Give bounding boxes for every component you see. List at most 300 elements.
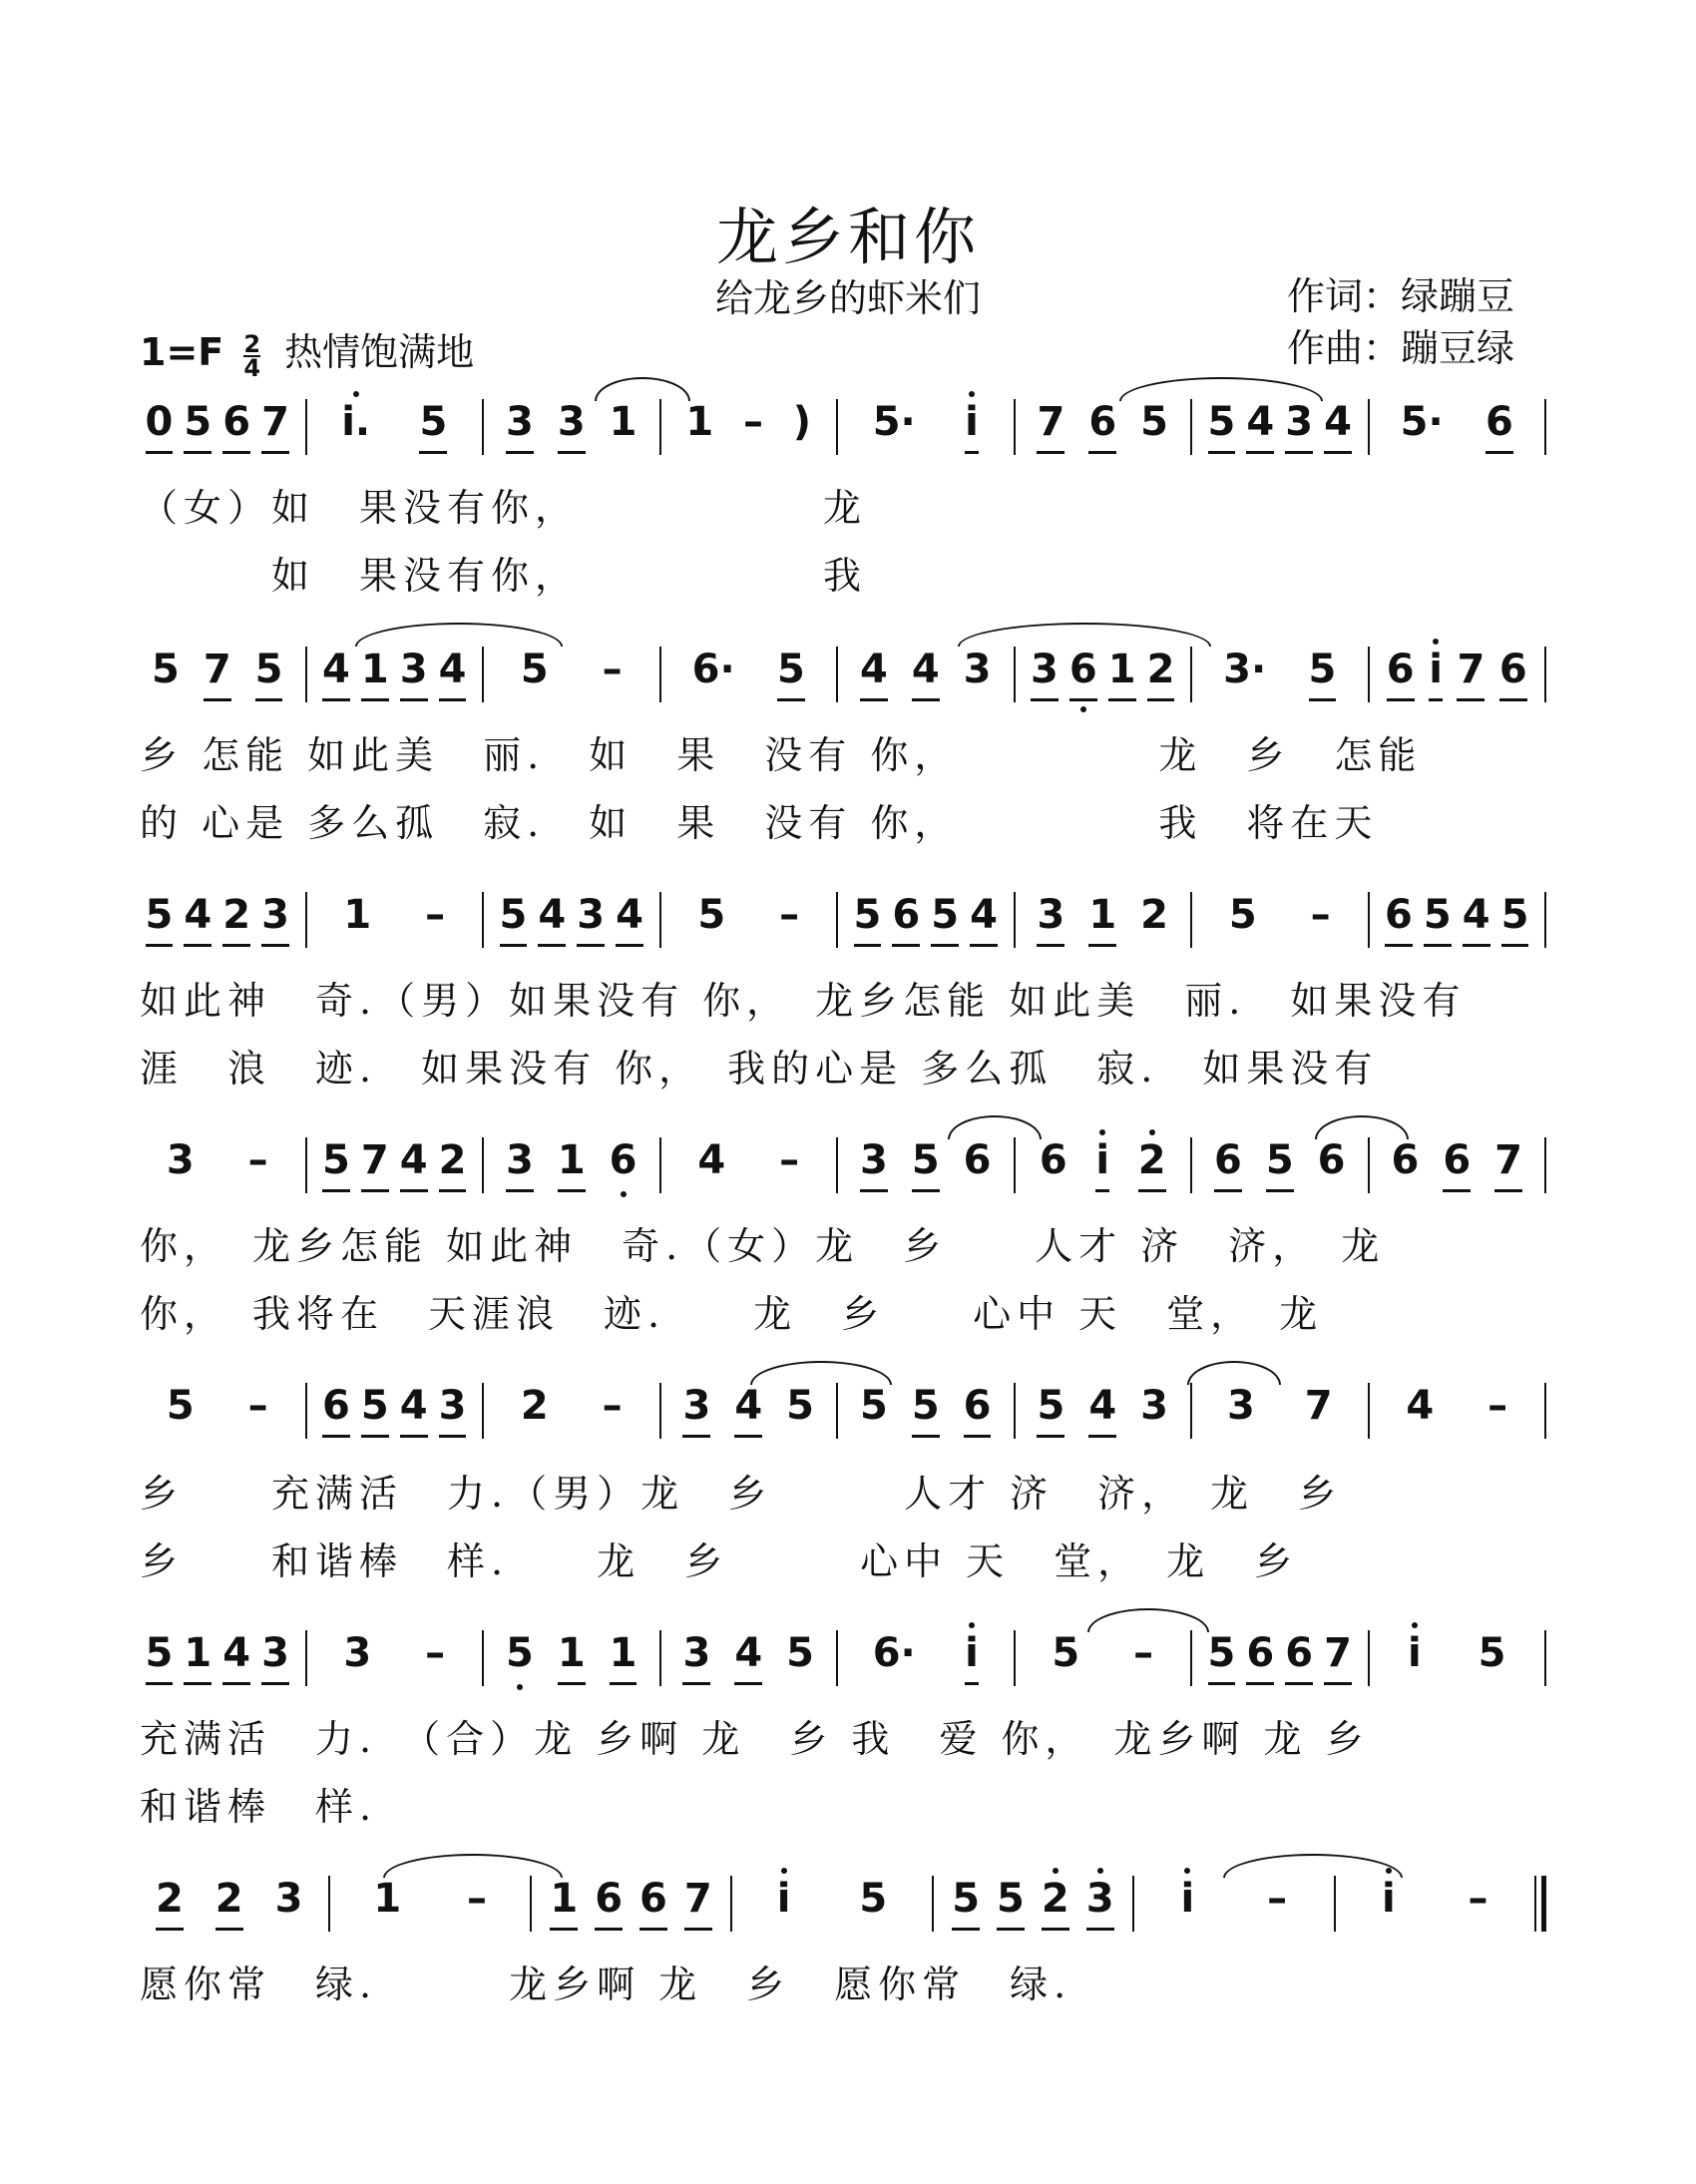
barline — [305, 1630, 307, 1686]
note: – — [425, 1630, 446, 1676]
note: – — [602, 1383, 623, 1429]
measure — [1202, 1628, 1358, 1685]
tie-mark — [958, 623, 1211, 647]
barline — [1368, 647, 1370, 702]
barline — [305, 399, 307, 455]
measure — [140, 1874, 318, 1931]
lyric-line: 乡 怎能 如此美 丽. 如 果 没有 你， 龙 乡 怎能 — [140, 733, 1423, 777]
song-subtitle: 给龙乡的虾米们 — [714, 276, 981, 320]
note: 4 — [970, 890, 998, 947]
barline — [730, 1876, 732, 1932]
note: 4 — [860, 645, 888, 701]
note: 4 — [222, 1628, 250, 1685]
barline — [836, 1137, 838, 1193]
note: 3 — [577, 890, 605, 947]
lyric-line: 充满活 力. （合）龙 乡啊 龙 乡 我 爱 你， 龙乡啊 龙 乡 — [140, 1717, 1370, 1761]
barline — [1544, 1383, 1546, 1439]
tie-mark — [1315, 1115, 1409, 1139]
note: – — [779, 1137, 800, 1183]
note: 6 — [1499, 645, 1527, 701]
measure — [1202, 1135, 1358, 1192]
note: 5 — [859, 1383, 888, 1429]
measure — [1026, 397, 1181, 454]
note: i — [1095, 1135, 1109, 1192]
barline — [482, 1383, 484, 1439]
note: 4 — [1463, 890, 1490, 947]
barline — [482, 399, 484, 455]
note: 5 — [912, 1381, 940, 1438]
note: 1 — [550, 1874, 578, 1931]
barline — [659, 1137, 661, 1193]
note: 1 — [343, 892, 372, 938]
note: 2 — [1042, 1874, 1069, 1931]
note: 5 — [146, 890, 174, 947]
barline — [1190, 647, 1192, 702]
note: 5 — [1140, 399, 1168, 445]
note: 1 — [558, 1135, 586, 1192]
note: 6 — [1391, 1137, 1420, 1183]
note: 6 — [1285, 1628, 1313, 1685]
note: 3 — [166, 1137, 195, 1183]
note: 5· — [1400, 399, 1444, 445]
tie-mark — [595, 377, 690, 401]
notation-row-2 — [140, 645, 1556, 714]
barline — [836, 1383, 838, 1439]
lyric-line: 和谐棒 样. — [140, 1785, 378, 1829]
note: 4 — [400, 1381, 428, 1438]
lyric-line: 如此神 奇.（男）如果没有 你， 龙乡怎能 如此美 丽. 如果没有 — [140, 979, 1467, 1023]
barline — [836, 399, 838, 455]
notation-row-4 — [140, 1135, 1556, 1205]
note: 3· — [1223, 647, 1267, 692]
tie-mark — [1187, 1361, 1281, 1385]
barline — [1544, 399, 1546, 455]
barline — [1190, 399, 1192, 455]
note: ) — [792, 399, 812, 445]
measure — [1380, 645, 1535, 701]
lyric-line: （女）如 果没有你， 龙 — [140, 486, 868, 530]
barline — [305, 1383, 307, 1439]
note: 6 — [1069, 645, 1097, 701]
note: 5 — [151, 647, 180, 692]
measure — [848, 645, 1004, 701]
note: 5 — [786, 1630, 814, 1676]
note: 3 — [343, 1630, 372, 1676]
note: 5 — [1266, 1135, 1294, 1192]
measure — [340, 1874, 519, 1922]
note: 6 — [639, 1874, 667, 1931]
note: 3 — [682, 1381, 710, 1438]
note: 5 — [1309, 645, 1337, 701]
measure — [1026, 1381, 1181, 1438]
note: i — [1407, 1630, 1422, 1676]
note: – — [779, 892, 800, 938]
barline — [482, 647, 484, 702]
note: i — [965, 397, 979, 454]
lyricist-credit: 作词：绿蹦豆 — [1287, 274, 1515, 318]
tempo-expression: 热情饱满地 — [284, 330, 475, 374]
measure — [671, 1135, 827, 1183]
note: 5 — [166, 1383, 195, 1429]
note: 1 — [373, 1876, 402, 1922]
barline — [1190, 1383, 1192, 1439]
note: 7 — [1304, 1383, 1333, 1429]
note: 4 — [400, 1135, 428, 1192]
note: 2 — [520, 1383, 549, 1429]
note: 5 — [777, 645, 805, 701]
measure — [1380, 890, 1535, 947]
time-signature — [243, 329, 261, 382]
measure — [671, 1381, 827, 1438]
note: 5 — [1424, 890, 1452, 947]
note: 6 — [1088, 397, 1116, 454]
note: i — [1381, 1876, 1396, 1922]
note: 5 — [697, 892, 726, 938]
note: 7 — [1037, 397, 1064, 454]
measure — [848, 1628, 1004, 1685]
note: 3 — [506, 1135, 534, 1192]
barline — [836, 1630, 838, 1686]
lyric-line: 你， 我将在 天涯浪 迹. 龙 乡 心中 天 堂， 龙 — [140, 1292, 1324, 1336]
barline — [1014, 1137, 1016, 1193]
tie-mark — [355, 623, 563, 647]
note: 3 — [261, 1628, 289, 1685]
note: 4 — [1324, 397, 1352, 454]
measure — [671, 645, 827, 701]
barline — [659, 1630, 661, 1686]
measure — [317, 1381, 473, 1438]
barline — [1014, 1630, 1016, 1686]
tie-mark — [1087, 1608, 1209, 1632]
note: 4 — [1406, 1383, 1435, 1429]
note: 3 — [506, 397, 534, 454]
measure — [1202, 890, 1358, 938]
note: 1 — [184, 1628, 212, 1685]
measure — [317, 397, 473, 454]
note: i. — [341, 399, 371, 445]
measure — [494, 1135, 649, 1192]
note: 5 — [997, 1874, 1025, 1931]
note: 3 — [1226, 1383, 1255, 1429]
note: 3 — [439, 1381, 467, 1438]
measure — [848, 1381, 1004, 1438]
note: 5· — [872, 399, 916, 445]
note: 5 — [419, 397, 447, 454]
measure — [1380, 1135, 1535, 1192]
note: 3 — [1140, 1383, 1168, 1429]
note: 0 — [146, 397, 174, 454]
note: 3 — [963, 647, 992, 692]
note: 4 — [322, 645, 350, 701]
note: 2 — [156, 1874, 184, 1931]
lyric-line: 你， 龙乡怎能 如此神 奇.（女）龙 乡 人才 济 济， 龙 — [140, 1224, 1386, 1268]
note: 6 — [1039, 1137, 1067, 1183]
barline — [1544, 1137, 1546, 1193]
measure — [140, 645, 295, 701]
barline — [482, 892, 484, 948]
note: 5 — [146, 1628, 174, 1685]
measure — [140, 1628, 295, 1685]
note: 5 — [1501, 890, 1529, 947]
measure — [1026, 890, 1181, 947]
measure — [542, 1874, 720, 1931]
measure — [494, 397, 649, 454]
note: 5 — [255, 645, 283, 701]
measure — [1380, 1628, 1535, 1676]
note: 3 — [860, 1135, 888, 1192]
note: 3 — [1037, 890, 1064, 947]
note: 3 — [274, 1876, 303, 1922]
note: 5 — [505, 1630, 534, 1676]
note: – — [247, 1137, 268, 1183]
note: 3 — [400, 645, 428, 701]
measure — [742, 1874, 921, 1922]
note: 7 — [361, 1135, 389, 1192]
barline — [1368, 1383, 1370, 1439]
measure — [494, 1381, 649, 1429]
note: 5 — [786, 1383, 814, 1429]
measure — [140, 397, 295, 454]
measure — [1026, 1135, 1181, 1192]
note: 6 — [1246, 1628, 1274, 1685]
note: – — [602, 647, 623, 692]
barline — [836, 647, 838, 702]
note: 3 — [1031, 645, 1059, 701]
barline — [1014, 647, 1016, 702]
barline — [305, 647, 307, 702]
tie-mark — [383, 1854, 563, 1878]
note: 7 — [1494, 1135, 1522, 1192]
measure — [317, 890, 473, 938]
note: 6 — [322, 1381, 350, 1438]
measure — [671, 890, 827, 938]
notation-row-7 — [140, 1874, 1556, 1944]
note: 5 — [322, 1135, 350, 1192]
measure — [944, 1874, 1122, 1931]
note: 4 — [439, 645, 467, 701]
barline — [1368, 1137, 1370, 1193]
measure — [317, 1628, 473, 1676]
measure — [1202, 1381, 1358, 1429]
note: 7 — [684, 1874, 712, 1931]
note: 5 — [952, 1874, 980, 1931]
note: 5 — [1208, 397, 1236, 454]
note: – — [247, 1383, 268, 1429]
note: 6 — [595, 1874, 623, 1931]
barline — [482, 1137, 484, 1193]
note: – — [425, 892, 446, 938]
barline — [1014, 892, 1016, 948]
note: – — [466, 1876, 487, 1922]
barline — [1544, 1630, 1546, 1686]
barline — [1014, 1383, 1016, 1439]
barline — [1014, 399, 1016, 455]
note: 5 — [931, 890, 959, 947]
note: 4 — [1088, 1381, 1116, 1438]
note: 5 — [854, 890, 882, 947]
barline — [1190, 1137, 1192, 1193]
note: 6 — [1317, 1137, 1346, 1183]
note: 3 — [682, 1628, 710, 1685]
notation-row-6 — [140, 1628, 1556, 1698]
note: 2 — [1147, 645, 1175, 701]
note: 5 — [361, 1381, 389, 1438]
barline — [659, 647, 661, 702]
measure — [1380, 1381, 1535, 1429]
barline — [530, 1876, 532, 1932]
note: 6 — [222, 397, 250, 454]
note: 4 — [184, 890, 212, 947]
note: 7 — [204, 645, 231, 701]
note: 6 — [964, 1381, 992, 1438]
note: i — [776, 1876, 791, 1922]
barline — [1544, 892, 1546, 948]
lyric-line: 乡 充满活 力.（男）龙 乡 人才 济 济， 龙 乡 — [140, 1472, 1343, 1516]
measure — [494, 645, 649, 692]
note: 7 — [261, 397, 289, 454]
note: 4 — [912, 645, 940, 701]
note: 1 — [609, 399, 637, 445]
note: 5 — [184, 397, 212, 454]
measure — [1202, 397, 1358, 454]
barline — [1368, 399, 1370, 455]
measure — [1144, 1874, 1323, 1922]
measure — [1380, 397, 1535, 454]
measure — [1202, 645, 1358, 701]
tie-mark — [1119, 377, 1323, 401]
song-title: 龙乡和你 — [715, 201, 980, 273]
note: 4 — [1246, 397, 1274, 454]
measure — [494, 890, 649, 947]
tie-mark — [750, 1361, 892, 1385]
note: i — [1429, 645, 1443, 701]
note: 5 — [912, 1135, 940, 1192]
note: – — [1487, 1383, 1508, 1429]
lyric-line: 如 果没有你， 我 — [140, 554, 868, 598]
barline — [1132, 1876, 1134, 1932]
measure — [140, 1381, 295, 1429]
note: 3 — [558, 397, 586, 454]
measure — [848, 890, 1004, 947]
time-signature-bottom: 4 — [243, 353, 261, 382]
note: 4 — [538, 890, 566, 947]
key-signature: 1=F — [140, 330, 224, 374]
final-barline — [1534, 1876, 1546, 1932]
key-signature-line — [140, 321, 475, 382]
note: – — [1267, 1876, 1288, 1922]
note: 2 — [1138, 1135, 1166, 1192]
note: 4 — [697, 1137, 726, 1183]
note: 1 — [1108, 645, 1136, 701]
measure — [848, 397, 1004, 454]
barline — [328, 1876, 330, 1932]
note: 5 — [1228, 892, 1257, 938]
measure — [848, 1135, 1004, 1192]
barline — [1544, 647, 1546, 702]
note: 6 — [1385, 890, 1413, 947]
note: 6· — [872, 1630, 916, 1676]
lyric-line: 涯 浪 迹. 如果没有 你， 我的心是 多么孤 寂. 如果没有 — [140, 1047, 1379, 1091]
note: 3 — [261, 890, 289, 947]
note: 5 — [1037, 1381, 1064, 1438]
note: 6 — [892, 890, 920, 947]
measure — [1026, 645, 1181, 701]
barline — [1334, 1876, 1336, 1932]
note: 6 — [963, 1137, 992, 1183]
note: 6 — [1387, 645, 1415, 701]
note: 5 — [1208, 1628, 1236, 1685]
barline — [305, 1137, 307, 1193]
time-signature-top: 2 — [243, 329, 261, 358]
note: 2 — [439, 1135, 467, 1192]
note: 2 — [222, 890, 250, 947]
notation-row-3 — [140, 890, 1556, 960]
note: 5 — [520, 647, 549, 692]
measure — [140, 890, 295, 947]
barline — [305, 892, 307, 948]
note: 6 — [609, 1137, 637, 1183]
note: 5 — [1478, 1630, 1506, 1676]
note: 1 — [610, 1628, 637, 1685]
note: – — [1310, 892, 1331, 938]
note: 6 — [1485, 397, 1513, 454]
note: i — [965, 1628, 979, 1685]
note: – — [1133, 1630, 1154, 1676]
note: 7 — [1457, 645, 1484, 701]
barline — [836, 892, 838, 948]
measure — [317, 1135, 473, 1192]
measure — [317, 645, 473, 701]
note: 5 — [500, 890, 528, 947]
lyric-line: 乡 和谐棒 样. 龙 乡 心中 天 堂， 龙 乡 — [140, 1539, 1299, 1583]
note: 1 — [685, 399, 714, 445]
measure — [671, 397, 827, 445]
barline — [1368, 1630, 1370, 1686]
note: 1 — [558, 1628, 586, 1685]
note: 4 — [616, 890, 643, 947]
note: 5 — [859, 1876, 888, 1922]
tie-mark — [948, 1115, 1042, 1139]
note: 6 — [1214, 1135, 1242, 1192]
notation-row-1 — [140, 397, 1556, 467]
notation-row-5 — [140, 1381, 1556, 1451]
barline — [659, 399, 661, 455]
measure — [1346, 1874, 1524, 1922]
barline — [932, 1876, 934, 1932]
barline — [1190, 1630, 1192, 1686]
note: – — [743, 399, 764, 445]
note: i — [1180, 1876, 1195, 1922]
note: 3 — [1285, 397, 1313, 454]
lyric-line: 的 心是 多么孤 寂. 如 果 没有 你， 我 将在天 — [140, 801, 1379, 845]
barline — [1368, 892, 1370, 948]
note: 2 — [215, 1874, 243, 1931]
note: 6· — [691, 647, 735, 692]
lyric-line: 愿你常 绿. 龙乡啊 龙 乡 愿你常 绿. — [140, 1963, 1072, 2006]
note: 1 — [1088, 890, 1116, 947]
barline — [1190, 892, 1192, 948]
note: 5 — [1052, 1630, 1080, 1676]
note: 3 — [1086, 1874, 1114, 1931]
note: – — [1468, 1876, 1488, 1922]
note: 6 — [1443, 1135, 1471, 1192]
barline — [659, 1383, 661, 1439]
note: 1 — [361, 645, 389, 701]
note: 4 — [734, 1628, 762, 1685]
barline — [482, 1630, 484, 1686]
measure — [1026, 1628, 1181, 1676]
measure — [494, 1628, 649, 1685]
